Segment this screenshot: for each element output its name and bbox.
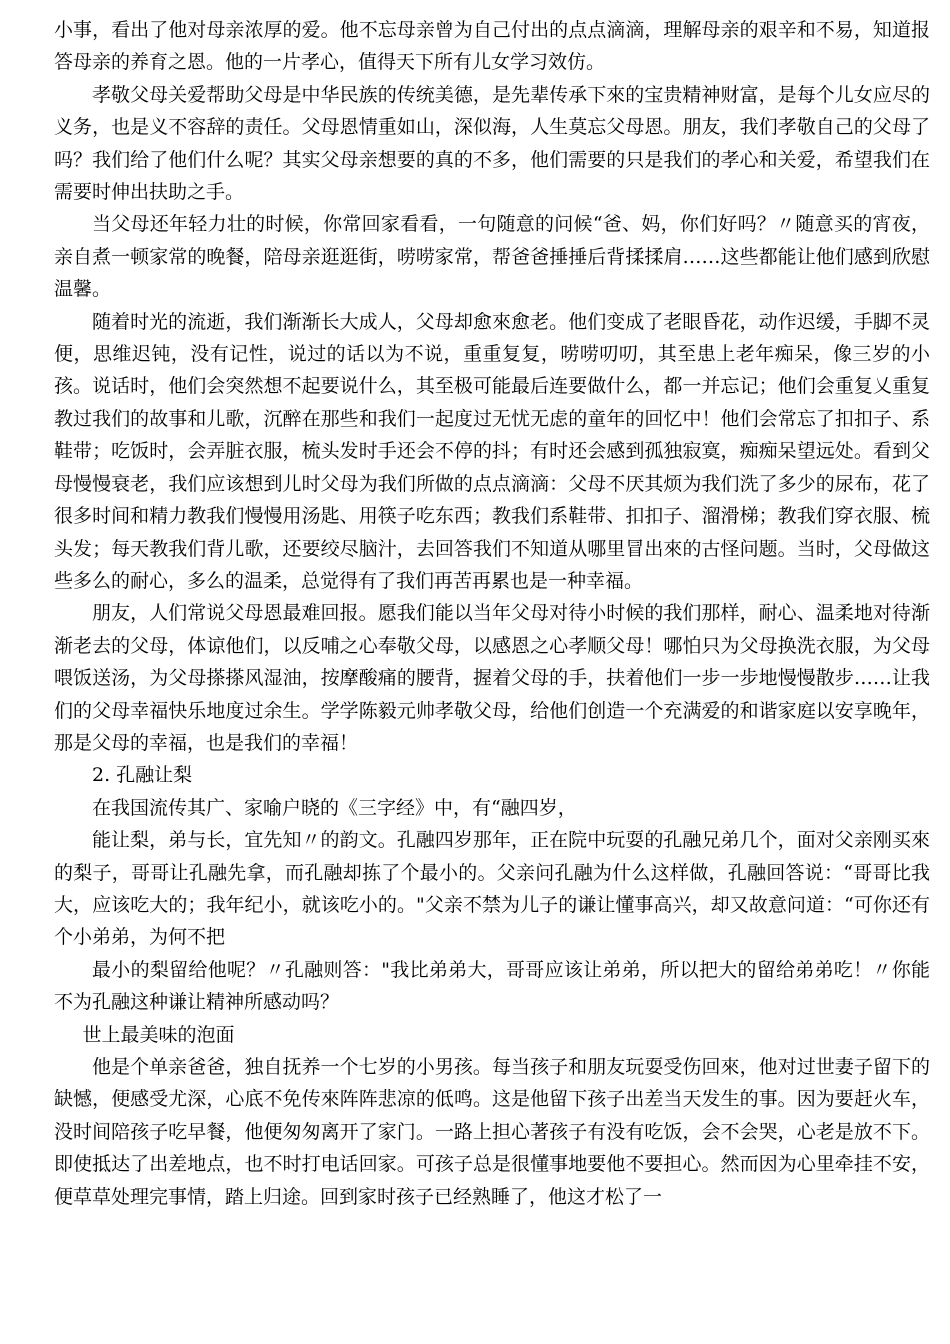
paragraph-single-father: 他是个单亲爸爸，独自抚养一个七岁的小男孩。每当孩子和朋友玩耍受伤回來，他对过世妻子留下的缺憾，便感受尤深，心底不免传來阵阵悲凉的低鸣。这是他留下孩子出差当天发生的事。因为要赶火车，没时间陪孩子吃早餐，他便匆匆离开了家门。一路上担心著孩子有没有吃饭，会不会哭，心老是放不下。即使抵达了出差地点，也不时打电话回家。可孩子总是很懂事地要他不要担心。然而因为心里牵挂不安，便草草处理完事情，踏上归途。回到家时孩子已经熟睡了，他这才松了一 xyxy=(54,1056,930,1208)
paragraph-three-character-classic: 在我国流传其广、家喻户晓的《三字经》中，有“融四岁， xyxy=(92,796,577,819)
document-page xyxy=(54,14,930,1213)
paragraph-kong-rong-answer: 最小的梨留给他呢？〃孔融则答："我比弟弟大，哥哥应该让弟弟，所以把大的留给弟弟吃！〃你能不为孔融这种谦让精神所感动吗？ xyxy=(54,958,930,1014)
paragraph-filial-virtue: 孝敬父母关爱帮助父母是中华民族的传统美德，是先辈传承下來的宝贵精神财富，是每个儿女应尽的义务，也是义不容辞的责任。父母恩情重如山，深似海，人生莫忘父母恩。朋友，我们孝敬自己的父母了吗？我们给了他们什么呢？其实父母亲想要的真的不多，他们需要的只是我们的孝心和关爱，希望我们在需要时伸出扶助之手。 xyxy=(54,83,930,204)
paragraph-continuation: 小事，看出了他对母亲浓厚的爱。他不忘母亲曾为自己付出的点点滴滴，理解母亲的艰辛和不易，知道报答母亲的养育之恩。他的一片孝心，值得天下所有儿女学习效仿。 xyxy=(54,19,930,74)
paragraph-aging-parents: 随着时光的流逝，我们渐渐长大成人，父母却愈來愈老。他们变成了老眼昏花，动作迟缓，手脚不灵便，思维迟钝，没有记性，说过的话以为不说，重重复复，唠唠叨叨，其至患上老年痴呆，像三岁的小孩。说话时，他们会突然想不起要说什么，其至极可能最后连要做什么，都一并忘记；他们会重复乂重复教过我们的故事和儿歌，沉醉在那些和我们一起度过无忧无虑的童年的回忆中！他们会常忘了扣扣子、系鞋带；吃饭时，会弄脏衣服，梳头发时手还会不停的抖；有时还会感到孤独寂寞，痴痴呆望远处。看到父母慢慢衰老，我们应该想到儿时父母为我们所做的点点滴滴：父母不厌其烦为我们洗了多少的尿布，花了很多时间和精力教我们慢慢用汤匙、用筷子吃东西；教我们系鞋带、扣扣子、溜滑梯；教我们穿衣服、梳头发；每天教我们背儿歌，还要绞尽脑汁，去回答我们不知道从哪里冒出來的古怪问题。当时，父母做这些多么的耐心，多么的温柔，总觉得有了我们再苦再累也是一种幸福。 xyxy=(54,310,930,592)
section-heading-instant-noodles: 世上最美味的泡面 xyxy=(82,1023,235,1046)
section-heading-kong-rong: 2. 孔融让梨 xyxy=(92,764,193,787)
paragraph-repay-parents: 朋友，人们常说父母恩最难回报。愿我们能以当年父母对待小时候的我们那样，耐心、温柔地对待渐渐老去的父母，体谅他们，以反哺之心奉敬父母，以感恩之心孝顺父母！哪怕只为父母换洗衣服，为父母喂饭送汤，为父母搽搽风湿油，按摩酸痛的腰背，握着父母的手，扶着他们一步一步地慢慢散步……让我们的父母幸福快乐地度过余生。学学陈毅元帅孝敬父母，给他们创造一个充满爱的和谐家庭以安享晚年，那是父母的幸福，也是我们的幸福！ xyxy=(54,602,930,754)
paragraph-young-parents: 当父母还年轻力壮的时候，你常回家看看，一句随意的问候“爸、妈，你们好吗？〃随意买的宵夜，亲自煮一顿家常的晚餐，陪母亲逛逛街，唠唠家常，帮爸爸捶捶后背揉揉肩……这些都能让他们感到欣慰温馨。 xyxy=(54,213,930,301)
paragraph-kong-rong-story: 能让梨，弟与长，宜先知〃的韵文。孔融四岁那年，正在院中玩耍的孔融兄弟几个，面对父亲刚买來的梨子，哥哥让孔融先拿，而孔融却拣了个最小的。父亲问孔融为什么这样做，孔融回答说：“哥哥比我大，应该吃大的；我年纪小，就该吃小的。"父亲不禁为儿子的谦让懂事高兴，却又故意问道：“可你还有个小弟弟，为何不把 xyxy=(54,829,930,949)
